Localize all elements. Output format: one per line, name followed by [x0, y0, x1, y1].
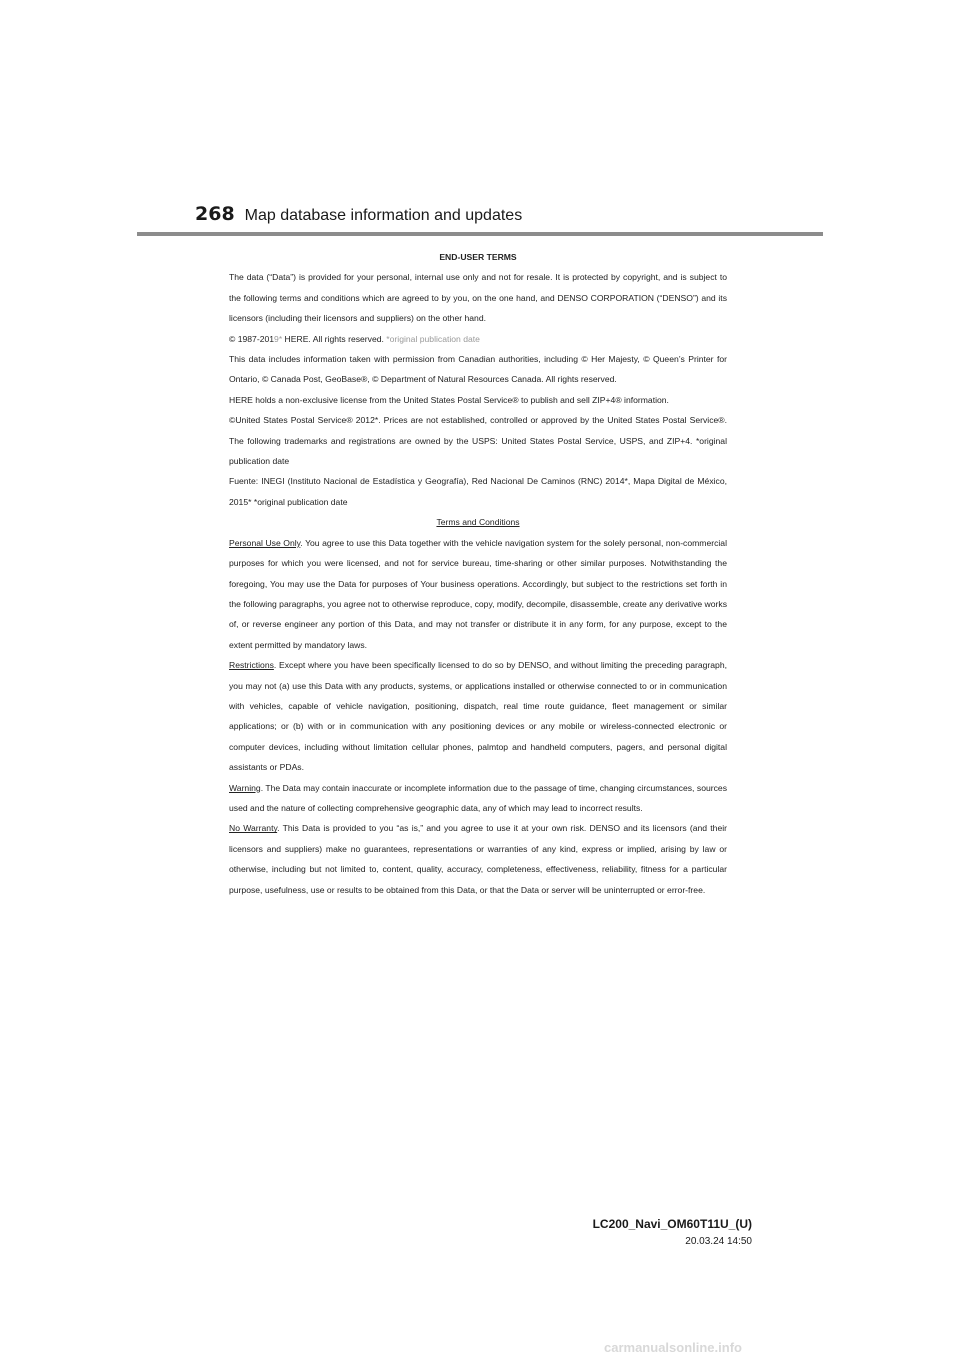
- warning-heading: Warning: [229, 782, 261, 793]
- document-body: [229, 247, 727, 900]
- no-warranty-text: . This Data is provided to you “as is,” and you agree to use it at your own risk. DENSO and its licensors (and their licensors and suppliers) make no guarantees, representations or warranties of any kind, express or implied, arising by law or otherwise, including but not limited to, content, quality, accuracy, completeness, effectiveness, reliability, fitness for a particular purpose, usefulness, use or results to be obtained from this Data, or that the Data or server will be uninterrupted or error-free.: [229, 823, 727, 895]
- restrictions-text: . Except where you have been specifically licensed to do so by DENSO, and without limiting the preceding paragraph, you may not (a) use this Data with any products, systems, or applications installed or otherwise connected to or in communication with vehicles, capable of vehicle navigation, positioning, dispatch, real time route guidance, fleet management or similar applications; or (b) with or in communication with any positioning devices or any mobile or wireless-connected electronic or computer devices, including without limitation cellular phones, palmtop and handheld computers, pagers, and personal digital assistants or PDAs.: [229, 660, 727, 773]
- restrictions-heading: Restrictions: [229, 660, 274, 671]
- copyright-part-d: *original publication date: [386, 333, 480, 344]
- personal-use-paragraph: [229, 533, 727, 655]
- no-warranty-paragraph: [229, 818, 727, 900]
- copyright-part-c: HERE. All rights reserved.: [282, 333, 387, 344]
- doc-title: END-USER TERMS: [439, 252, 517, 262]
- page-header: [195, 203, 522, 225]
- page-number: 268: [195, 203, 235, 225]
- intro-paragraph: The data (“Data”) is provided for your personal, internal use only and not for resale. It is protected by copyright, and is subject to the following terms and conditions which are agreed to by you, on the one hand, and DENSO CORPORATION (“DENSO”) and its licensors (including their licensors and suppliers) on the other hand.: [229, 272, 727, 324]
- footer-timestamp: 20.03.24 14:50: [685, 1236, 752, 1247]
- copyright-part-b: 9*: [274, 333, 283, 344]
- warning-text: . The Data may contain inaccurate or incomplete information due to the passage of time, changing circumstances, sources used and the nature of collecting comprehensive geographic data, any of which may lead to incorrect results.: [229, 782, 727, 813]
- footer-doc-code: LC200_Navi_OM60T11U_(U): [592, 1217, 752, 1231]
- copyright-part-a: © 1987-201: [229, 333, 275, 344]
- no-warranty-heading: No Warranty: [229, 823, 278, 834]
- terms-heading: Terms and Conditions: [436, 517, 520, 528]
- watermark-text: carmanualsonline.info: [604, 1340, 742, 1355]
- canada-paragraph: This data includes information taken with permission from Canadian authorities, including © Her Majesty, © Queen’s Printer for Ontario, © Canada Post, GeoBase®, © Department of Natural Resources Canada. All rights reserved.: [229, 354, 727, 385]
- copyright-line: [229, 329, 727, 349]
- usps-license-paragraph: HERE holds a non-exclusive license from the United States Postal Service® to publish and sell ZIP+4® information.: [229, 394, 669, 405]
- header-rule: [137, 232, 823, 236]
- restrictions-paragraph: [229, 655, 727, 777]
- personal-use-heading: Personal Use Only: [229, 537, 301, 548]
- inegi-paragraph: Fuente: INEGI (Instituto Nacional de Estadística y Geografía), Red Nacional De Caminos (RNC) 2014*, Mapa Digital de México, 2015* *original publication date: [229, 476, 727, 507]
- warning-paragraph: [229, 778, 727, 819]
- personal-use-text: . You agree to use this Data together with the vehicle navigation system for the solely personal, non-commercial purposes for which you were licensed, and not for service bureau, time-sharing or other similar purposes. Notwithstanding the foregoing, You may use the Data for purposes of Your business operations. Accordingly, but subject to the restrictions set forth in the following paragraphs, you agree not to otherwise reproduce, copy, modify, decompile, disassemble, create any derivative works of, or reverse engineer any portion of this Data, and may not transfer or distribute it in any form, for any purpose, except to the extent permitted by mandatory laws.: [229, 537, 727, 650]
- section-title: Map database information and updates: [244, 207, 523, 224]
- usps-paragraph: ©United States Postal Service® 2012*. Prices are not established, controlled or approved by the United States Postal Service®. The following trademarks and registrations are owned by the USPS: United States Postal Service, USPS, and ZIP+4. *original publication date: [229, 415, 727, 467]
